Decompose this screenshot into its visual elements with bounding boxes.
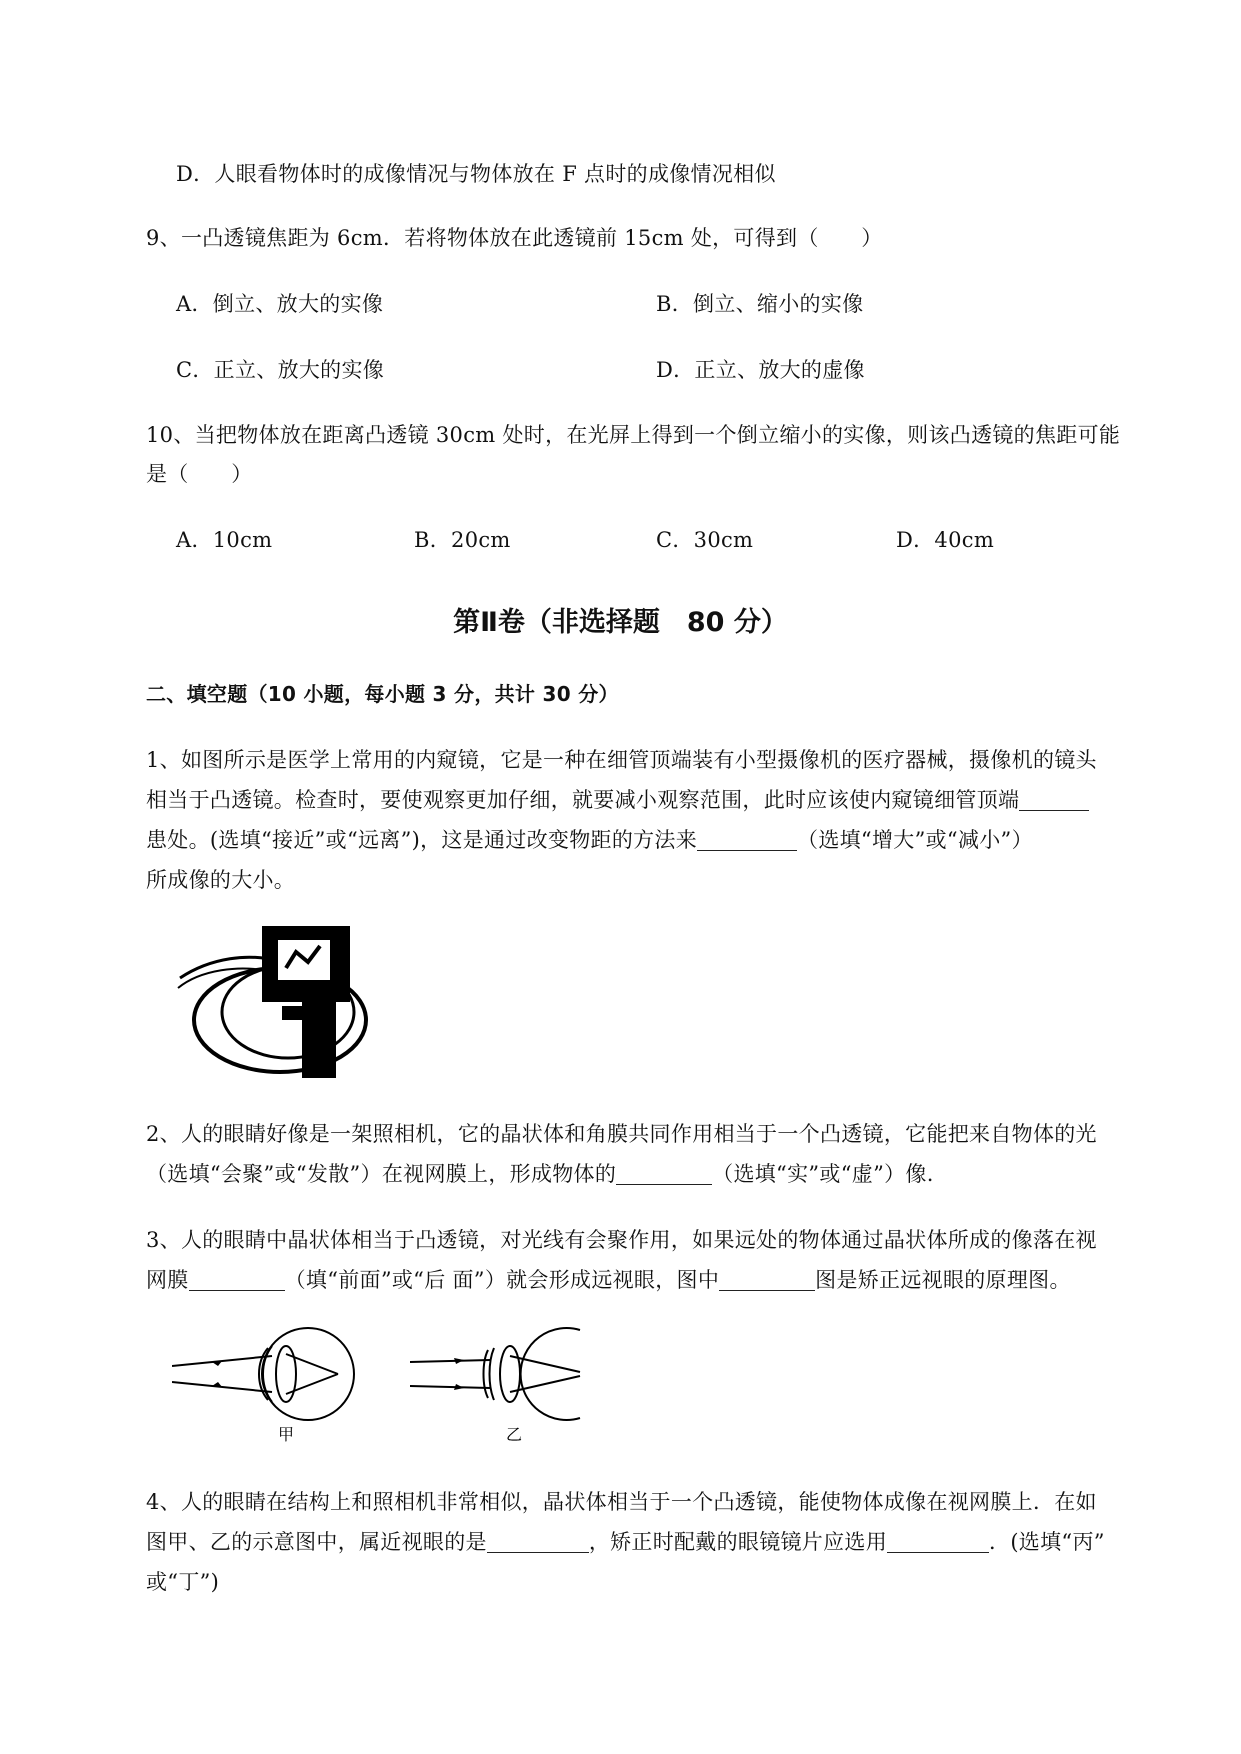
q9-option-a: A．倒立、放大的实像 [176, 292, 384, 316]
fill2-line2-text-b: （选填“实”或“虚”）像. [712, 1162, 934, 1186]
fill3-line2 [146, 1264, 1071, 1294]
label-jia: 甲 [278, 1425, 295, 1444]
fill1-line2 [146, 784, 1089, 814]
fill3-blank-1[interactable] [189, 1268, 285, 1291]
fill3-line2-text-c: 图是矫正远视眼的原理图。 [815, 1268, 1071, 1292]
part2-title: 第Ⅱ卷（非选择题 80 分） [453, 607, 788, 638]
fill4-line3: 或“丁”) [146, 1570, 220, 1594]
fill4-line2 [146, 1526, 1105, 1556]
fill4-line2-text-c: ．(选填“丙” [989, 1530, 1105, 1554]
label-yi: 乙 [506, 1425, 523, 1444]
fill4-blank-1[interactable] [487, 1530, 589, 1553]
fill1-line4: 所成像的大小。 [146, 868, 296, 892]
q10-option-d: D．40cm [896, 528, 995, 552]
q10-stem-line2: 是（ ） [146, 462, 253, 486]
fill1-line3-text-a: 患处。(选填“接近”或“远离”)，这是通过改变物距的方法来 [146, 828, 698, 852]
q9-option-c: C．正立、放大的实像 [176, 358, 385, 382]
fill1-line1: 1、如图所示是医学上常用的内窥镜，它是一种在细管顶端装有小型摄像机的医疗器械，摄像机的镜头 [146, 748, 1097, 772]
fill2-blank[interactable] [616, 1162, 712, 1185]
q10-stem-line1: 10、当把物体放在距离凸透镜 30cm 处时，在光屏上得到一个倒立缩小的实像，则该凸透镜的焦距可能 [146, 423, 1121, 447]
q8-option-d: D．人眼看物体时的成像情况与物体放在 F 点时的成像情况相似 [176, 162, 776, 186]
eye-diagram-yi [410, 1322, 590, 1444]
q10-option-b: B．20cm [414, 528, 511, 552]
section-heading: 二、填空题（10 小题，每小题 3 分，共计 30 分） [146, 682, 619, 706]
q9-option-d: D．正立、放大的虚像 [656, 358, 865, 382]
fill1-line2-text: 相当于凸透镜。检查时，要使观察更加仔细，就要减小观察范围，此时应该使内窥镜细管顶端 [146, 788, 1020, 812]
fill1-line3 [146, 824, 1033, 854]
fill4-blank-2[interactable] [887, 1530, 989, 1553]
fill3-line2-text-a: 网膜 [146, 1268, 189, 1292]
fill3-line1: 3、人的眼睛中晶状体相当于凸透镜，对光线有会聚作用，如果远处的物体通过晶状体所成的像落在视 [146, 1228, 1097, 1252]
endoscope-figure [170, 918, 402, 1080]
fill2-line1: 2、人的眼睛好像是一架照相机，它的晶状体和角膜共同作用相当于一个凸透镜，它能把来自物体的光 [146, 1122, 1097, 1146]
q9-stem: 9、一凸透镜焦距为 6cm．若将物体放在此透镜前 15cm 处，可得到（ ） [146, 226, 883, 250]
fill2-line2-text-a: （选填“会聚”或“发散”）在视网膜上，形成物体的 [146, 1162, 617, 1186]
q10-option-a: A．10cm [176, 528, 273, 552]
fill4-line1: 4、人的眼睛在结构上和照相机非常相似，晶状体相当于一个凸透镜，能使物体成像在视网膜上．在如 [146, 1490, 1097, 1514]
fill3-blank-2[interactable] [719, 1268, 815, 1291]
fill2-line2 [146, 1158, 934, 1188]
fill4-line2-text-a: 图甲、乙的示意图中，属近视眼的是 [146, 1530, 487, 1554]
q9-option-b: B．倒立、缩小的实像 [656, 292, 864, 316]
fill1-line3-text-b: （选填“增大”或“减小”） [797, 828, 1033, 852]
eye-diagram-jia [172, 1322, 368, 1444]
q10-option-c: C．30cm [656, 528, 754, 552]
fill4-line2-text-b: ，矫正时配戴的眼镜镜片应选用 [588, 1530, 888, 1554]
fill1-blank-1[interactable] [1019, 788, 1089, 811]
fill3-line2-text-b: （填“前面”或“后 面”）就会形成远视眼，图中 [284, 1268, 720, 1292]
fill1-blank-2[interactable] [697, 828, 797, 851]
